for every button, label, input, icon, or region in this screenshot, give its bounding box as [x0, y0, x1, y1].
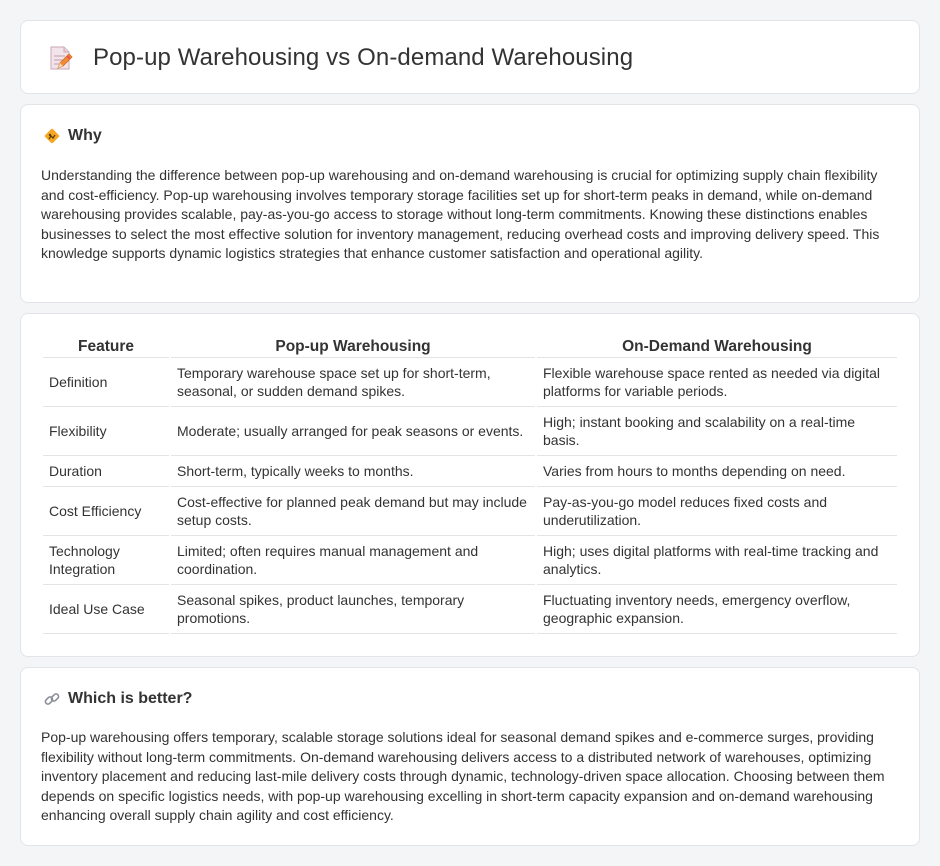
comparison-table	[41, 334, 899, 634]
warning-sign-icon	[43, 127, 61, 145]
link-icon	[43, 690, 61, 708]
ondemand-cell: Varies from hours to months depending on need.	[537, 456, 897, 487]
why-title: Why	[68, 127, 102, 144]
ondemand-cell: Fluctuating inventory needs, emergency overflow, geographic expansion.	[537, 585, 897, 634]
better-body: Pop-up warehousing offers temporary, scalable storage solutions ideal for seasonal demand spikes and e-commerce surges, providing flexibility without long-term commitments. On-demand warehousing delivers access to a distributed network of warehouses, optimizing inventory placement and reducing last-mile delivery costs through dynamic, technology-driven space allocation. Choosing between them depends on specific logistics needs, with pop-up warehousing excelling in short-term capacity expansion and on-demand warehousing enhancing overall supply chain agility and cost efficiency.	[41, 729, 885, 823]
header-card	[20, 20, 920, 94]
popup-cell: Seasonal spikes, product launches, temporary promotions.	[171, 585, 535, 634]
ondemand-cell: Flexible warehouse space rented as needed via digital platforms for variable periods.	[537, 358, 897, 407]
ondemand-cell: High; uses digital platforms with real-time tracking and analytics.	[537, 536, 897, 585]
table-row	[43, 358, 897, 407]
header-popup: Pop-up Warehousing	[171, 334, 535, 358]
feature-cell: Cost Efficiency	[43, 487, 169, 536]
feature-cell: Ideal Use Case	[43, 585, 169, 634]
table-header-row	[43, 334, 897, 358]
document-pencil-icon	[45, 43, 75, 73]
table-row	[43, 407, 897, 456]
header-ondemand: On-Demand Warehousing	[537, 334, 897, 358]
popup-cell: Moderate; usually arranged for peak seasons or events.	[171, 407, 535, 456]
table-row	[43, 585, 897, 634]
ondemand-cell: High; instant booking and scalability on a real-time basis.	[537, 407, 897, 456]
feature-cell: Definition	[43, 358, 169, 407]
better-title: Which is better?	[68, 690, 193, 707]
why-card	[20, 104, 920, 303]
comparison-card	[20, 313, 920, 657]
popup-cell: Short-term, typically weeks to months.	[171, 456, 535, 487]
popup-cell: Cost-effective for planned peak demand but may include setup costs.	[171, 487, 535, 536]
popup-cell: Limited; often requires manual management and coordination.	[171, 536, 535, 585]
table-row	[43, 487, 897, 536]
feature-cell: Technology Integration	[43, 536, 169, 585]
feature-cell: Flexibility	[43, 407, 169, 456]
ondemand-cell: Pay-as-you-go model reduces fixed costs and underutilization.	[537, 487, 897, 536]
page-title: Pop-up Warehousing vs On-demand Warehousing	[93, 44, 634, 71]
better-card	[20, 667, 920, 846]
better-heading	[43, 690, 192, 708]
header-feature: Feature	[43, 334, 169, 358]
popup-cell: Temporary warehouse space set up for short-term, seasonal, or sudden demand spikes.	[171, 358, 535, 407]
table-row	[43, 456, 897, 487]
feature-cell: Duration	[43, 456, 169, 487]
why-heading	[43, 127, 102, 145]
why-body: Understanding the difference between pop-up warehousing and on-demand warehousing is crucial for optimizing supply chain flexibility and cost-efficiency. Pop-up warehousing involves temporary storage facilities set up for short-term peaks in demand, while on-demand warehousing provides scalable, pay-as-you-go access to storage without long-term commitments. Knowing these distinctions enables businesses to select the most effective solution for inventory management, reducing overhead costs and improving delivery speed. This knowledge supports dynamic logistics strategies that enhance customer satisfaction and operational agility.	[41, 167, 880, 261]
title-row	[45, 43, 633, 73]
table-row	[43, 536, 897, 585]
